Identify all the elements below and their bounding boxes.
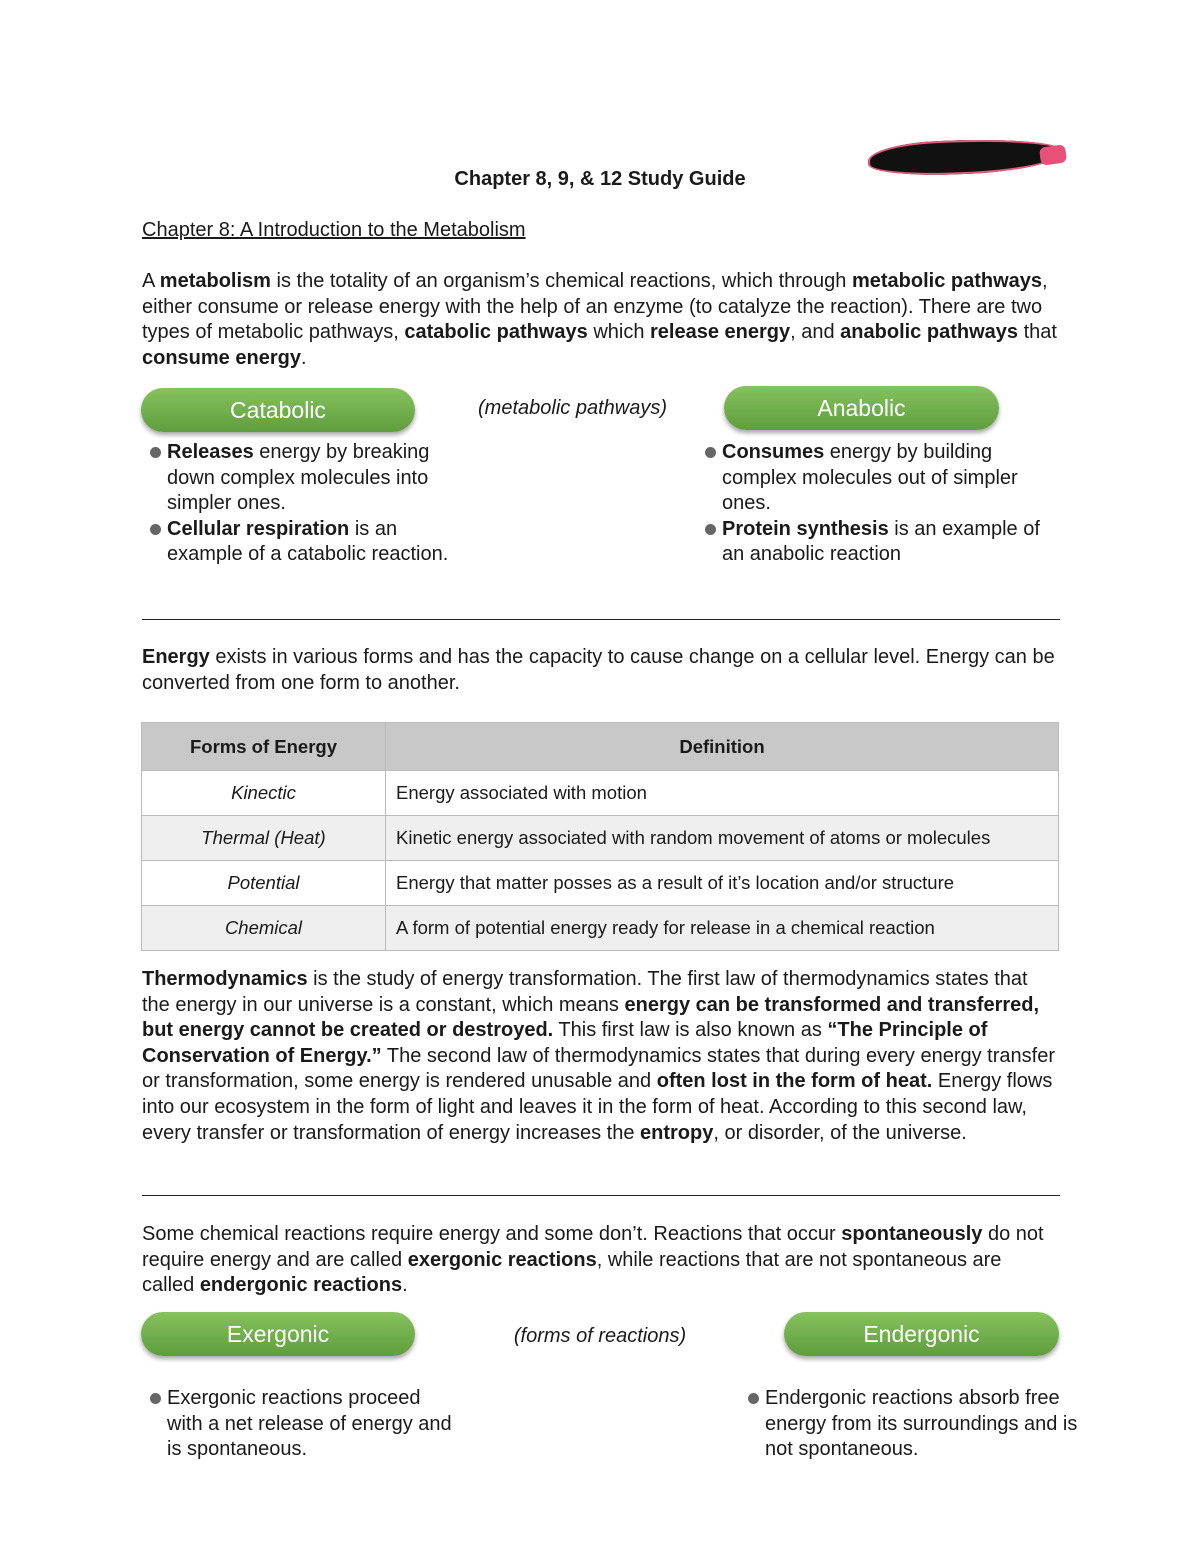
catabolic-list: [142, 440, 472, 568]
energy-paragraph: Energy exists in various forms and has the capacity to cause change on a cellular level. Energy can be converted from one form to another.: [142, 646, 1055, 694]
thermodynamics-paragraph: Thermodynamics is the study of energy transformation. The first law of thermodynamics states that the energy in our universe is a constant, which means energy can be transformed and transferred, but energy cannot be created or destroyed. This first law is also known as “The Principle of Conservation of Energy.” The second law of thermodynamics states that during every energy transfer or transformation, some energy is rendered unusable and often lost in the form of heat. Energy flows into our ecosystem in the form of light and leaves it in the form of heat. According to this second law, every transfer or transformation of energy increases the entropy, or disorder, of the universe.: [142, 968, 1055, 1144]
table-header: Definition: [386, 723, 1059, 771]
list-item: Releases energy by breaking down complex molecules into simpler ones.: [142, 440, 472, 517]
reactions-paragraph: Some chemical reactions require energy and some don’t. Reactions that occur spontaneously do not require energy and are called exergonic reactions, while reactions that are not spontaneous are called endergonic reactions.: [142, 1223, 1044, 1297]
table-row: [142, 816, 1059, 861]
list-item: Exergonic reactions proceed with a net release of energy and is spontaneous.: [142, 1386, 452, 1463]
table-row: [142, 771, 1059, 816]
energy-form: Chemical: [142, 906, 386, 951]
divider: [142, 1195, 1060, 1196]
energy-definition: Kinetic energy associated with random movement of atoms or molecules: [386, 816, 1059, 861]
energy-form: Thermal (Heat): [142, 816, 386, 861]
list-item: Protein synthesis is an example of an anabolic reaction: [697, 517, 1042, 568]
table-row: [142, 906, 1059, 951]
anabolic-list: [697, 440, 1042, 568]
pathways-caption: (metabolic pathways): [478, 397, 667, 419]
exergonic-list: [142, 1386, 452, 1463]
divider: [142, 619, 1060, 620]
exergonic-label: Exergonic: [141, 1312, 415, 1356]
endergonic-list: [740, 1386, 1090, 1463]
energy-definition: Energy that matter posses as a result of it’s location and/or structure: [386, 861, 1059, 906]
page-title: Chapter 8, 9, & 12 Study Guide: [454, 168, 746, 190]
energy-form: Kinectic: [142, 771, 386, 816]
table-header: Forms of Energy: [142, 723, 386, 771]
list-item: Consumes energy by building complex molecules out of simpler ones.: [697, 440, 1042, 517]
reactions-caption: (forms of reactions): [513, 1325, 687, 1347]
energy-definition: Energy associated with motion: [386, 771, 1059, 816]
energy-definition: A form of potential energy ready for release in a chemical reaction: [386, 906, 1059, 951]
list-item: Cellular respiration is an example of a catabolic reaction.: [142, 517, 472, 568]
intro-paragraph: A metabolism is the totality of an organism’s chemical reactions, which through metabolic pathways, either consume or release energy with the help of an enzyme (to catalyze the reaction). There are two types of metabolic pathways, catabolic pathways which release energy, and anabolic pathways that consume energy.: [142, 270, 1057, 369]
energy-forms-table: [141, 722, 1059, 951]
energy-form: Potential: [142, 861, 386, 906]
redaction-highlight: [1039, 144, 1067, 165]
table-header-row: [142, 723, 1059, 771]
endergonic-label: Endergonic: [784, 1312, 1059, 1356]
catabolic-label: Catabolic: [141, 388, 415, 432]
list-item: Endergonic reactions absorb free energy from its surroundings and is not spontaneous.: [740, 1386, 1090, 1463]
chapter-heading: Chapter 8: A Introduction to the Metabolism: [142, 219, 526, 241]
anabolic-label: Anabolic: [724, 386, 999, 430]
table-row: [142, 861, 1059, 906]
